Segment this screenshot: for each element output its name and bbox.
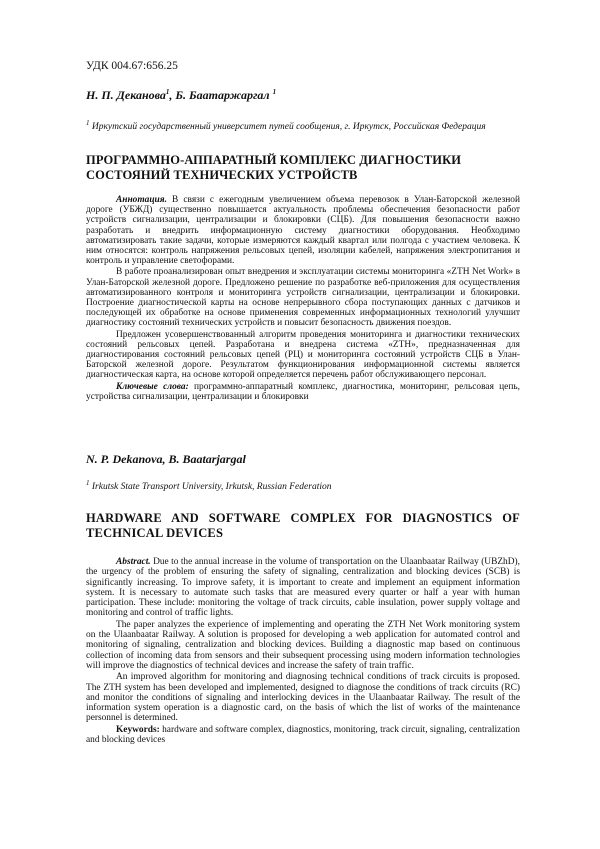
ru-keywords — [86, 382, 520, 402]
en-affiliation-mark: 1 — [86, 479, 90, 487]
ru-abstract-paragraph-3: Предложен усовершенствованный алгоритм проведения мониторинга и диагностики технических состояний рельсовых цепей. Разработана и внедрена система «ZTH», предназначенная для диагностирования состояний рельсовых цепей (РЦ) и мониторинга состояний устройств СЦБ в Улан-Баторской железной дороге. Результатом функционирования информационной системы является диагностическая карта, на основе которой определяется перечень работ обслуживающего персонал. — [86, 329, 520, 381]
ru-keywords-label: Ключевые слова: — [116, 381, 189, 392]
ru-abstract-paragraph-1 — [86, 195, 520, 266]
en-keywords-label: Keywords: — [116, 724, 160, 735]
en-affiliation-text: Irkutsk State Transport University, Irkutsk, Russian Federation — [89, 482, 332, 493]
ru-author-2: , Б. Баатаржаргал — [169, 88, 270, 102]
en-affiliation — [86, 479, 520, 492]
en-abstract — [86, 557, 520, 746]
en-keywords-text: hardware and software complex, diagnostics, monitoring, track circuit, signaling, centralization and blocking devices — [86, 724, 520, 746]
en-abstract-paragraph-3: An improved algorithm for monitoring and diagnosing technical conditions of track circuits is proposed. The ZTH system has been developed and implemented, designed to diagnose the conditions of track circuits (RC) and monitor the conditions of signaling and interlocking devices in the Ulaanbaatar Railway. The result of the information system operation is a diagnostic card, on the basis of which the list of works of the maintenance personnel is determined. — [86, 672, 520, 724]
ru-author-1-affil-mark: 1 — [165, 88, 170, 96]
ru-abstract-label: Аннотация. — [116, 195, 167, 205]
ru-title: ПРОГРАММНО-АППАРАТНЫЙ КОМПЛЕКС ДИАГНОСТИКИ СОСТОЯНИЙ ТЕХНИЧЕСКИХ УСТРОЙСТВ — [86, 153, 462, 182]
ru-abstract-text-1: В связи с ежегодным увеличением объема перевозок в Улан-Баторской железной дороге (УБЖД) существенно повышается актуальность проблемы обеспечения безопасности работ устройств сигнализации, централизации и блокировки (СЦБ). Для повышения безопасности важно разработать и внедрить информационную систему диагностики оборудования. Необходимо автоматизировать такие задачи, которые измеряются каждый квартал или полгода с участием человека. К ним относятся: контроль напряжения рельсовых цепей, изоляции кабелей, напряжения электропитания и контроль и управление светофорами. — [86, 195, 520, 267]
en-abstract-label: Abstract. — [116, 557, 151, 567]
ru-affiliation — [86, 119, 520, 132]
en-title: HARDWARE AND SOFTWARE COMPLEX FOR DIAGNOSTICS OF TECHNICAL DEVICES — [86, 511, 520, 540]
ru-affiliation-text: Иркутский государственный университет путей сообщения, г. Иркутск, Российская Федерация — [89, 122, 486, 133]
ru-author-1: Н. П. Деканова — [86, 88, 166, 102]
ru-abstract-paragraph-2: В работе проанализирован опыт внедрения и эксплуатации системы мониторинга «ZTH Net Work» в Улан-Баторской железной дороге. Предложено решение по разработке веб-приложения для осуществления автоматизированного контроля и мониторинга устройств сигнализации, централизации и блокировки. Построение диагностической карты на основе непрерывного сбора поступающих данных с датчиков и последующей их обработке на основе применения современных информационных технологий улучшит диагностику состояний технических устройств и повысит безопасность движения поездов. — [86, 267, 520, 329]
en-authors: N. P. Dekanova, B. Baatarjargal — [86, 452, 246, 466]
en-abstract-paragraph-2: The paper analyzes the experience of implementing and operating the ZTH Net Work monitoring system on the Ulaanbaatar Railway. A solution is proposed for developing a web application for automated control and monitoring of signaling, centralization and blocking devices. Building a diagnostic map based on continuous collection of incoming data from sensors and their subsequent processing using modern information technologies will improve the diagnostics of technical devices and increase the safety of train traffic. — [86, 619, 520, 671]
ru-keywords-text: программно-аппаратный комплекс, диагностика, мониторинг, рельсовая цепь, устройства сигнализации, централизации и блокировки — [86, 381, 520, 402]
ru-authors — [86, 88, 520, 103]
ru-author-2-affil-mark: 1 — [272, 88, 277, 96]
udc-code: УДК 004.67:656.25 — [86, 60, 178, 72]
ru-abstract — [86, 195, 520, 403]
en-keywords — [86, 725, 520, 746]
ru-affiliation-mark: 1 — [86, 119, 90, 127]
en-abstract-paragraph-1 — [86, 557, 520, 619]
en-abstract-text-1: Due to the annual increase in the volume of transportation on the Ulaanbaatar Railway (UBZhD), the urgency of the problem of ensuring the safety of signaling, centralization and blocking devices (SCB) is significantly increasing. To improve safety, it is important to create and implement an equipment information system. It is necessary to automate such tasks that are measured every quarter or half a year with human participation. These include: monitoring the voltage of track circuits, cable insulation, power supply voltage and monitoring and control of traffic lights. — [86, 557, 520, 619]
